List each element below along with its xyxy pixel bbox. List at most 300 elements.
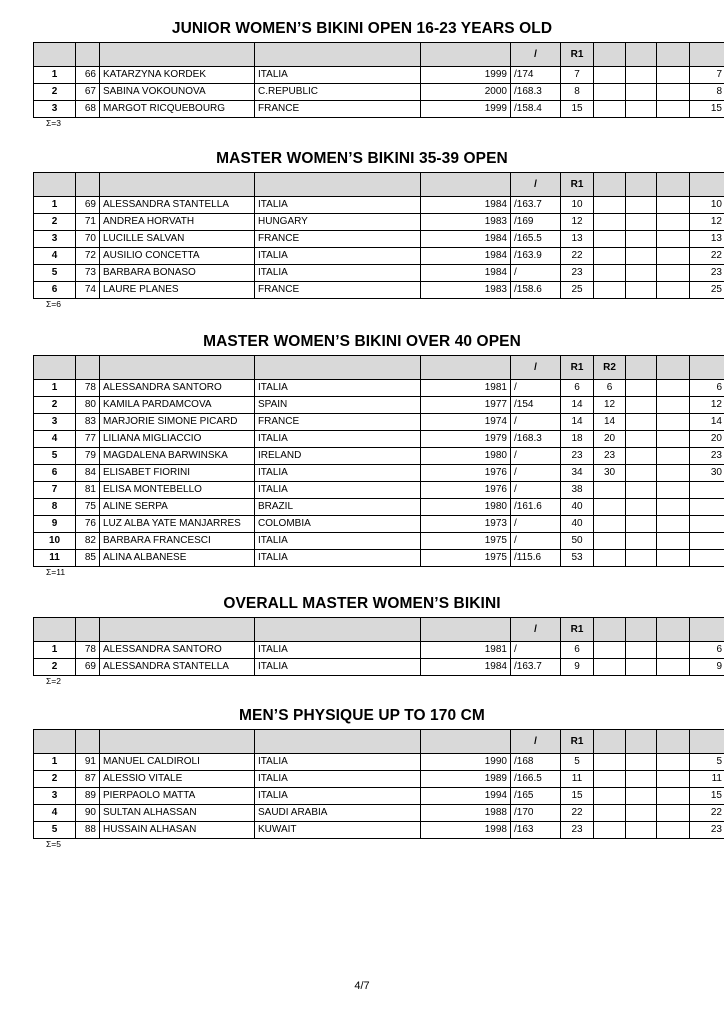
rank-cell: 8 (34, 499, 76, 516)
name-cell: ALESSANDRA SANTORO (100, 642, 255, 659)
year-cell: 1983 (421, 214, 511, 231)
r2-cell: 20 (594, 431, 626, 448)
table-row (34, 754, 724, 771)
entrant-count: Σ=5 (46, 839, 61, 849)
total-cell: 7 (690, 67, 724, 84)
number-cell: 70 (76, 231, 100, 248)
r2-cell (594, 533, 626, 550)
name-cell: KAMILA PARDAMCOVA (100, 397, 255, 414)
year-cell: 1989 (421, 771, 511, 788)
header-cell (657, 730, 690, 754)
empty-cell (657, 197, 690, 214)
year-cell: 1983 (421, 282, 511, 299)
height-cell: /158.6 (511, 282, 561, 299)
r1-cell: 7 (561, 67, 594, 84)
height-cell: /165.5 (511, 231, 561, 248)
table-row (34, 550, 724, 567)
total-cell: 23 (690, 822, 724, 839)
name-cell: PIERPAOLO MATTA (100, 788, 255, 805)
empty-cell (626, 231, 657, 248)
number-cell: 79 (76, 448, 100, 465)
entrant-count: Σ=11 (46, 567, 66, 577)
height-cell: / (511, 414, 561, 431)
header-cell (594, 730, 626, 754)
empty-cell (657, 84, 690, 101)
table-row (34, 642, 724, 659)
results-table (33, 42, 724, 118)
empty-cell (657, 465, 690, 482)
header-cell (34, 618, 76, 642)
header-cell (255, 618, 421, 642)
country-cell: FRANCE (255, 282, 421, 299)
header-cell (690, 173, 724, 197)
page-number: 4/7 (354, 980, 370, 992)
results-table (33, 355, 724, 567)
header-cell (657, 43, 690, 67)
total-cell: 5 (690, 754, 724, 771)
year-cell: 1975 (421, 533, 511, 550)
table-row (34, 533, 724, 550)
empty-cell (626, 67, 657, 84)
empty-cell (657, 482, 690, 499)
height-cell: / (511, 465, 561, 482)
year-cell: 1974 (421, 414, 511, 431)
rank-cell: 1 (34, 380, 76, 397)
name-cell: SULTAN ALHASSAN (100, 805, 255, 822)
r2-cell: 30 (594, 465, 626, 482)
empty-cell (626, 397, 657, 414)
r1-cell: 53 (561, 550, 594, 567)
table-row (34, 431, 724, 448)
empty-cell (626, 465, 657, 482)
country-cell: ITALIA (255, 550, 421, 567)
header-r1: R1 (561, 618, 594, 642)
name-cell: BARBARA BONASO (100, 265, 255, 282)
empty-cell (657, 282, 690, 299)
r2-cell (594, 499, 626, 516)
table-row (34, 380, 724, 397)
r2-cell (594, 516, 626, 533)
name-cell: LAURE PLANES (100, 282, 255, 299)
country-cell: FRANCE (255, 231, 421, 248)
number-cell: 87 (76, 771, 100, 788)
number-cell: 74 (76, 282, 100, 299)
header-slash: / (511, 173, 561, 197)
number-cell: 66 (76, 67, 100, 84)
empty-cell (626, 771, 657, 788)
empty-cell (657, 231, 690, 248)
empty-cell (626, 197, 657, 214)
header-cell (255, 730, 421, 754)
empty-cell (657, 550, 690, 567)
height-cell: / (511, 533, 561, 550)
number-cell: 78 (76, 642, 100, 659)
empty-cell (657, 101, 690, 118)
country-cell: ITALIA (255, 431, 421, 448)
empty-cell (657, 431, 690, 448)
table-row (34, 197, 724, 214)
table-row (34, 214, 724, 231)
r1-cell: 22 (561, 248, 594, 265)
table-row (34, 516, 724, 533)
year-cell: 1981 (421, 380, 511, 397)
table-row (34, 771, 724, 788)
header-slash: / (511, 618, 561, 642)
r1-cell: 10 (561, 197, 594, 214)
empty-cell (626, 482, 657, 499)
country-cell: ITALIA (255, 465, 421, 482)
empty-cell (626, 84, 657, 101)
height-cell: / (511, 516, 561, 533)
section-title: MASTER WOMEN’S BIKINI OVER 40 OPEN (203, 333, 521, 350)
header-cell (255, 43, 421, 67)
table-row (34, 822, 724, 839)
r1-cell: 40 (561, 516, 594, 533)
header-cell (100, 618, 255, 642)
header-cell (626, 43, 657, 67)
header-cell (255, 356, 421, 380)
results-table (33, 729, 724, 839)
empty-cell (626, 282, 657, 299)
results-table (33, 617, 724, 676)
r1-cell: 34 (561, 465, 594, 482)
table-row (34, 499, 724, 516)
height-cell: /158.4 (511, 101, 561, 118)
r1-cell: 14 (561, 414, 594, 431)
entrant-count: Σ=2 (46, 676, 61, 686)
r1-cell: 23 (561, 822, 594, 839)
rank-cell: 1 (34, 754, 76, 771)
country-cell: ITALIA (255, 265, 421, 282)
height-cell: /161.6 (511, 499, 561, 516)
year-cell: 1980 (421, 499, 511, 516)
total-cell: 30 (690, 465, 724, 482)
r1-cell: 5 (561, 754, 594, 771)
entrant-count: Σ=3 (46, 118, 61, 128)
table-header-row (34, 43, 724, 67)
year-cell: 1975 (421, 550, 511, 567)
table-row (34, 805, 724, 822)
total-cell: 20 (690, 431, 724, 448)
year-cell: 1999 (421, 67, 511, 84)
r1-cell: 11 (561, 771, 594, 788)
header-cell (100, 356, 255, 380)
r1-cell: 8 (561, 84, 594, 101)
rank-cell: 3 (34, 788, 76, 805)
empty-cell (657, 788, 690, 805)
total-cell: 22 (690, 248, 724, 265)
country-cell: HUNGARY (255, 214, 421, 231)
number-cell: 68 (76, 101, 100, 118)
table-row (34, 397, 724, 414)
number-cell: 84 (76, 465, 100, 482)
country-cell: ITALIA (255, 659, 421, 676)
rank-cell: 10 (34, 533, 76, 550)
header-cell (690, 356, 724, 380)
total-cell: 8 (690, 84, 724, 101)
country-cell: ITALIA (255, 754, 421, 771)
country-cell: ITALIA (255, 67, 421, 84)
total-cell: 15 (690, 788, 724, 805)
header-cell (690, 43, 724, 67)
header-cell (594, 43, 626, 67)
total-cell: 12 (690, 397, 724, 414)
empty-cell (657, 659, 690, 676)
header-cell (255, 173, 421, 197)
r2-cell (594, 754, 626, 771)
year-cell: 1976 (421, 482, 511, 499)
header-cell (76, 356, 100, 380)
header-cell (421, 43, 511, 67)
header-cell (34, 43, 76, 67)
r2-cell (594, 482, 626, 499)
header-cell (76, 618, 100, 642)
year-cell: 1981 (421, 642, 511, 659)
name-cell: ALESSANDRA STANTELLA (100, 197, 255, 214)
year-cell: 1984 (421, 659, 511, 676)
number-cell: 91 (76, 754, 100, 771)
year-cell: 1984 (421, 248, 511, 265)
table-row (34, 101, 724, 118)
height-cell: / (511, 265, 561, 282)
name-cell: KATARZYNA KORDEK (100, 67, 255, 84)
header-cell (100, 173, 255, 197)
r2-cell: 6 (594, 380, 626, 397)
empty-cell (657, 822, 690, 839)
number-cell: 73 (76, 265, 100, 282)
country-cell: ITALIA (255, 788, 421, 805)
rank-cell: 4 (34, 805, 76, 822)
table-row (34, 265, 724, 282)
year-cell: 1984 (421, 265, 511, 282)
table-row (34, 448, 724, 465)
section-title: OVERALL MASTER WOMEN’S BIKINI (223, 595, 501, 612)
year-cell: 1988 (421, 805, 511, 822)
name-cell: AUSILIO CONCETTA (100, 248, 255, 265)
empty-cell (657, 533, 690, 550)
rank-cell: 1 (34, 642, 76, 659)
section-title: MASTER WOMEN’S BIKINI 35-39 OPEN (216, 150, 508, 167)
number-cell: 69 (76, 659, 100, 676)
empty-cell (626, 214, 657, 231)
empty-cell (626, 805, 657, 822)
results-table (33, 172, 724, 299)
empty-cell (657, 771, 690, 788)
table-row (34, 248, 724, 265)
rank-cell: 7 (34, 482, 76, 499)
number-cell: 89 (76, 788, 100, 805)
name-cell: ALESSANDRA SANTORO (100, 380, 255, 397)
header-cell (657, 173, 690, 197)
r2-cell (594, 84, 626, 101)
table-row (34, 788, 724, 805)
country-cell: FRANCE (255, 414, 421, 431)
header-cell (690, 730, 724, 754)
r1-cell: 14 (561, 397, 594, 414)
total-cell: 11 (690, 771, 724, 788)
name-cell: HUSSAIN ALHASAN (100, 822, 255, 839)
name-cell: LUZ ALBA YATE MANJARRES (100, 516, 255, 533)
number-cell: 78 (76, 380, 100, 397)
total-cell: 22 (690, 805, 724, 822)
header-cell (76, 43, 100, 67)
table-row (34, 67, 724, 84)
header-cell (626, 173, 657, 197)
height-cell: /168 (511, 754, 561, 771)
height-cell: /169 (511, 214, 561, 231)
number-cell: 75 (76, 499, 100, 516)
total-cell: 23 (690, 265, 724, 282)
empty-cell (657, 397, 690, 414)
country-cell: SPAIN (255, 397, 421, 414)
year-cell: 1998 (421, 822, 511, 839)
header-cell (594, 173, 626, 197)
entrant-count: Σ=6 (46, 299, 61, 309)
header-cell (626, 356, 657, 380)
year-cell: 1979 (421, 431, 511, 448)
number-cell: 72 (76, 248, 100, 265)
r1-cell: 15 (561, 101, 594, 118)
r1-cell: 25 (561, 282, 594, 299)
header-slash: / (511, 43, 561, 67)
empty-cell (626, 448, 657, 465)
rank-cell: 6 (34, 282, 76, 299)
name-cell: ELISABET FIORINI (100, 465, 255, 482)
country-cell: ITALIA (255, 533, 421, 550)
empty-cell (626, 414, 657, 431)
empty-cell (626, 499, 657, 516)
r1-cell: 15 (561, 788, 594, 805)
header-r1: R1 (561, 43, 594, 67)
empty-cell (626, 248, 657, 265)
empty-cell (657, 214, 690, 231)
r2-cell (594, 248, 626, 265)
rank-cell: 5 (34, 265, 76, 282)
empty-cell (626, 101, 657, 118)
number-cell: 80 (76, 397, 100, 414)
rank-cell: 2 (34, 397, 76, 414)
number-cell: 81 (76, 482, 100, 499)
header-slash: / (511, 356, 561, 380)
table-row (34, 465, 724, 482)
year-cell: 1977 (421, 397, 511, 414)
year-cell: 1990 (421, 754, 511, 771)
header-cell (100, 730, 255, 754)
r1-cell: 23 (561, 448, 594, 465)
header-cell (690, 618, 724, 642)
section-title: MEN’S PHYSIQUE UP TO 170 CM (239, 707, 485, 724)
rank-cell: 1 (34, 67, 76, 84)
empty-cell (626, 265, 657, 282)
name-cell: MAGDALENA BARWINSKA (100, 448, 255, 465)
name-cell: BARBARA FRANCESCI (100, 533, 255, 550)
country-cell: BRAZIL (255, 499, 421, 516)
header-cell (626, 730, 657, 754)
year-cell: 1980 (421, 448, 511, 465)
total-cell: 6 (690, 642, 724, 659)
rank-cell: 3 (34, 101, 76, 118)
header-r2: R2 (594, 356, 626, 380)
table-row (34, 659, 724, 676)
total-cell: 9 (690, 659, 724, 676)
rank-cell: 3 (34, 414, 76, 431)
header-cell (34, 173, 76, 197)
empty-cell (626, 431, 657, 448)
name-cell: ALINA ALBANESE (100, 550, 255, 567)
section-title: JUNIOR WOMEN’S BIKINI OPEN 16-23 YEARS OLD (171, 20, 553, 37)
header-cell (34, 356, 76, 380)
empty-cell (657, 642, 690, 659)
r1-cell: 23 (561, 265, 594, 282)
country-cell: ITALIA (255, 197, 421, 214)
number-cell: 85 (76, 550, 100, 567)
r2-cell (594, 231, 626, 248)
height-cell: / (511, 642, 561, 659)
height-cell: /168.3 (511, 84, 561, 101)
empty-cell (626, 754, 657, 771)
rank-cell: 2 (34, 771, 76, 788)
table-row (34, 414, 724, 431)
empty-cell (657, 448, 690, 465)
header-cell (34, 730, 76, 754)
height-cell: /154 (511, 397, 561, 414)
height-cell: /163.9 (511, 248, 561, 265)
total-cell: 15 (690, 101, 724, 118)
name-cell: ANDREA HORVATH (100, 214, 255, 231)
height-cell: /170 (511, 805, 561, 822)
table-row (34, 482, 724, 499)
number-cell: 83 (76, 414, 100, 431)
table-header-row (34, 356, 724, 380)
r1-cell: 6 (561, 380, 594, 397)
name-cell: LILIANA MIGLIACCIO (100, 431, 255, 448)
year-cell: 1976 (421, 465, 511, 482)
number-cell: 88 (76, 822, 100, 839)
number-cell: 76 (76, 516, 100, 533)
header-slash: / (511, 730, 561, 754)
height-cell: /174 (511, 67, 561, 84)
rank-cell: 4 (34, 431, 76, 448)
name-cell: ALESSIO VITALE (100, 771, 255, 788)
rank-cell: 4 (34, 248, 76, 265)
height-cell: / (511, 380, 561, 397)
r1-cell: 12 (561, 214, 594, 231)
table-row (34, 84, 724, 101)
total-cell (690, 482, 724, 499)
height-cell: / (511, 482, 561, 499)
height-cell: /163.7 (511, 197, 561, 214)
empty-cell (657, 414, 690, 431)
number-cell: 69 (76, 197, 100, 214)
r2-cell (594, 805, 626, 822)
rank-cell: 1 (34, 197, 76, 214)
year-cell: 1999 (421, 101, 511, 118)
number-cell: 90 (76, 805, 100, 822)
header-cell (421, 618, 511, 642)
r2-cell (594, 642, 626, 659)
total-cell: 12 (690, 214, 724, 231)
year-cell: 1994 (421, 788, 511, 805)
empty-cell (626, 550, 657, 567)
country-cell: ITALIA (255, 248, 421, 265)
height-cell: /163.7 (511, 659, 561, 676)
rank-cell: 5 (34, 448, 76, 465)
r1-cell: 50 (561, 533, 594, 550)
total-cell (690, 516, 724, 533)
r2-cell (594, 197, 626, 214)
rank-cell: 2 (34, 84, 76, 101)
height-cell: /168.3 (511, 431, 561, 448)
